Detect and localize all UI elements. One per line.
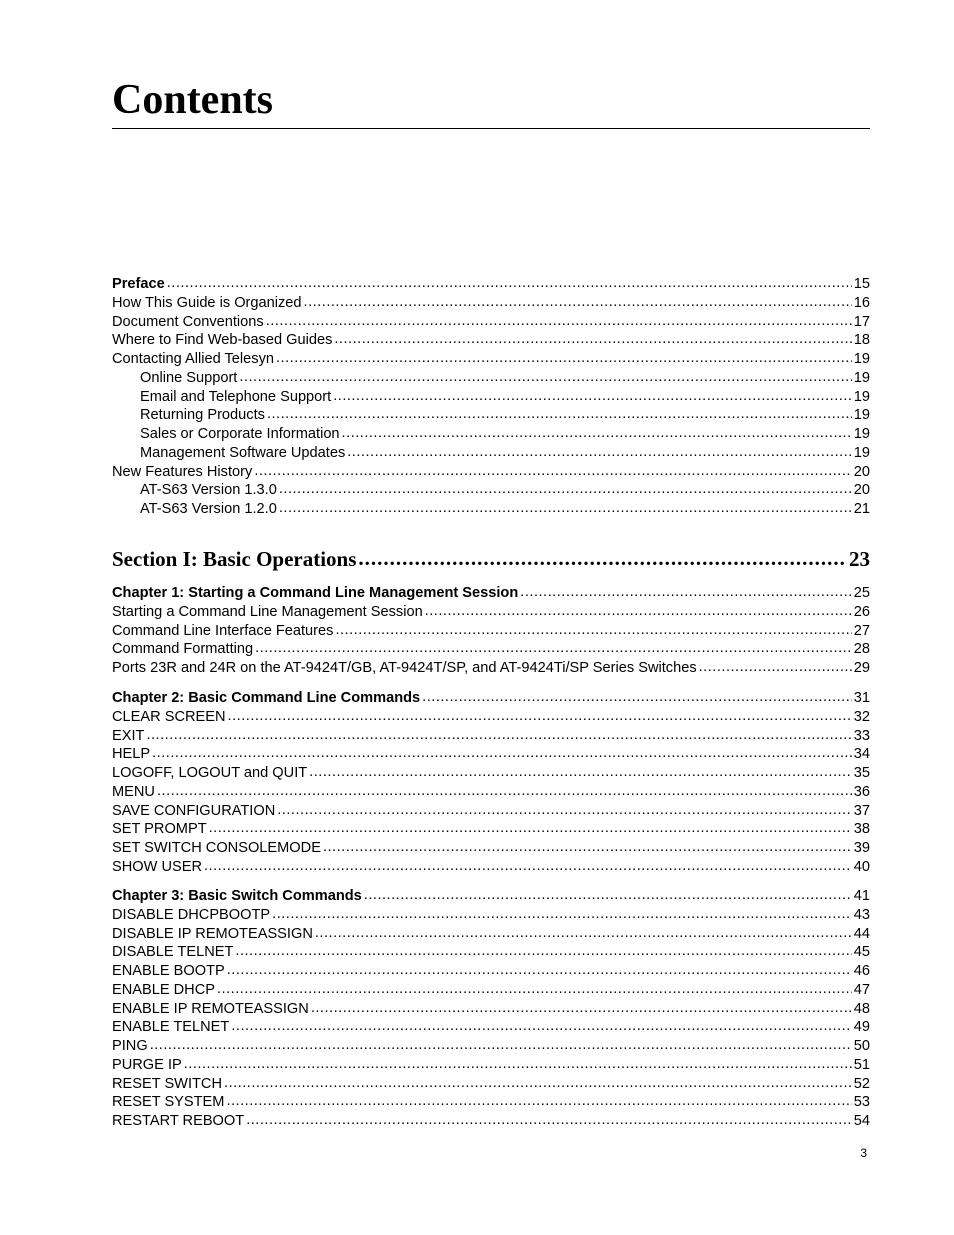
toc-entry-page: 19	[853, 388, 870, 405]
toc-entry[interactable]	[112, 943, 870, 962]
toc-entry[interactable]	[112, 858, 870, 877]
toc-entry-page: 50	[853, 1038, 870, 1054]
toc-entry-page: 48	[853, 1000, 870, 1017]
toc-entry[interactable]	[112, 981, 870, 1000]
toc-entry-page: 18	[853, 332, 870, 349]
toc-front-matter	[112, 275, 870, 519]
toc-entry[interactable]	[112, 294, 870, 313]
toc-entry[interactable]	[112, 727, 870, 746]
toc-entry[interactable]	[112, 839, 870, 858]
toc-entry-label: RESET SWITCH	[112, 1075, 223, 1092]
toc-entry-label: RESET SYSTEM	[112, 1094, 225, 1111]
toc-entry[interactable]	[112, 350, 870, 369]
toc-entry-page: 25	[853, 585, 870, 601]
toc-entry-page: 16	[853, 294, 870, 311]
toc-entry-page: 17	[853, 313, 870, 330]
toc-entry-page: 19	[853, 351, 870, 367]
toc-entry-page: 20	[853, 482, 870, 499]
toc-entry-label: Contacting Allied Telesyn	[112, 351, 274, 367]
toc-entry[interactable]	[112, 1056, 870, 1075]
toc-leader-dots	[358, 545, 847, 571]
toc-leader-dots	[520, 583, 851, 602]
toc-entry-label: AT-S63 Version 1.2.0	[140, 501, 277, 517]
toc-entry-page: 45	[853, 944, 870, 961]
toc-leader-dots	[150, 1036, 852, 1055]
toc-entry-label: SAVE CONFIGURATION	[112, 802, 276, 819]
toc-entry-label: SET SWITCH CONSOLEMODE	[112, 840, 321, 856]
toc-entry-page: 20	[853, 463, 870, 480]
toc-entry-label: SHOW USER	[112, 858, 202, 875]
toc-leader-dots	[266, 312, 852, 331]
toc-entry[interactable]	[112, 444, 870, 463]
toc-entry-page: 35	[853, 765, 870, 781]
toc-entry-label: ENABLE DHCP	[112, 981, 215, 998]
toc-entry-label: Document Conventions	[112, 313, 264, 330]
toc-entry-label: Management Software Updates	[140, 444, 346, 461]
toc-entry-page: 21	[853, 501, 870, 517]
toc-entry-page: 53	[853, 1094, 870, 1111]
toc-entry-page: 19	[853, 407, 870, 424]
toc-entry[interactable]	[112, 640, 870, 659]
toc-leader-dots	[347, 443, 852, 462]
toc-entry-label: ENABLE BOOTP	[112, 963, 225, 979]
toc-entry-page: 47	[853, 981, 870, 998]
toc-entry-page: 19	[853, 444, 870, 461]
toc-entry-page: 54	[853, 1113, 870, 1129]
toc-entry-label: How This Guide is Organized	[112, 294, 302, 311]
toc-heading-entry[interactable]	[112, 275, 870, 294]
toc-entry[interactable]	[112, 1000, 870, 1019]
toc-entry[interactable]	[112, 313, 870, 332]
toc-leader-dots	[167, 274, 852, 293]
toc-entry-page: 37	[853, 802, 870, 819]
toc-entry[interactable]	[112, 708, 870, 727]
toc-entry[interactable]	[112, 925, 870, 944]
toc-entry-label: HELP	[112, 746, 151, 763]
toc-entry-label: PURGE IP	[112, 1056, 182, 1073]
toc-leader-dots	[309, 763, 852, 782]
toc-entry[interactable]	[112, 906, 870, 925]
toc-entry-label: DISABLE IP REMOTEASSIGN	[112, 925, 313, 942]
toc-entry-page: 49	[853, 1019, 870, 1036]
toc-leader-dots	[157, 782, 852, 801]
toc-leader-dots	[425, 602, 852, 621]
toc-entry-label: Command Line Interface Features	[112, 622, 334, 639]
toc-entry[interactable]	[112, 962, 870, 981]
toc-entry-label: Command Formatting	[112, 641, 254, 658]
toc-entry-page: 19	[853, 369, 870, 386]
toc-entry-page: 27	[853, 622, 870, 639]
toc-leader-dots	[228, 707, 852, 726]
toc-leader-dots	[315, 924, 852, 943]
toc-leader-dots	[184, 1055, 852, 1074]
toc-leader-dots	[333, 387, 852, 406]
toc-entry-page: 32	[853, 708, 870, 725]
toc-entry-label: Chapter 1: Starting a Command Line Management Session	[112, 585, 519, 601]
toc-leader-dots	[272, 905, 852, 924]
toc-entry[interactable]	[112, 783, 870, 802]
page-number: 3	[860, 1146, 867, 1160]
toc-entry-page: 52	[853, 1075, 870, 1092]
toc-leader-dots	[364, 886, 852, 905]
toc-heading-entry[interactable]	[112, 887, 870, 906]
toc-leader-dots	[422, 688, 852, 707]
toc-entry-label: CLEAR SCREEN	[112, 708, 226, 725]
toc-leader-dots	[217, 980, 852, 999]
toc-heading-entry[interactable]	[112, 689, 870, 708]
toc-section-label: Section I: Basic Operations	[112, 547, 357, 571]
toc-leader-dots	[246, 1111, 852, 1130]
toc-leader-dots	[311, 999, 852, 1018]
toc-entry[interactable]	[112, 369, 870, 388]
toc-entry-label: Chapter 2: Basic Command Line Commands	[112, 690, 421, 706]
toc-entry-page: 46	[853, 963, 870, 979]
toc-entry-label: New Features History	[112, 463, 253, 480]
toc-entry[interactable]	[112, 659, 870, 678]
toc-entry-label: ENABLE IP REMOTEASSIGN	[112, 1000, 309, 1017]
toc-entry-page: 43	[853, 906, 870, 923]
toc-leader-dots	[699, 658, 852, 677]
toc-entry-page: 15	[853, 276, 870, 292]
toc-entry-label: Where to Find Web-based Guides	[112, 332, 333, 349]
title-rule	[112, 128, 870, 129]
toc-entry-page: 34	[853, 746, 870, 763]
toc-leader-dots	[224, 1074, 852, 1093]
toc-entry-label: DISABLE DHCPBOOTP	[112, 906, 271, 923]
toc-leader-dots	[304, 293, 852, 312]
toc-entry[interactable]	[112, 802, 870, 821]
toc-entry-label: EXIT	[112, 727, 145, 744]
toc-entry[interactable]	[112, 331, 870, 350]
toc-entry-label: MENU	[112, 783, 155, 800]
toc-leader-dots	[342, 424, 852, 443]
toc-entry-label: Chapter 3: Basic Switch Commands	[112, 888, 362, 904]
toc-entry-page: 28	[853, 641, 870, 658]
toc-leader-dots	[231, 1017, 851, 1036]
toc-entry-page: 40	[853, 858, 870, 875]
page-title: Contents	[112, 77, 274, 123]
toc-leader-dots	[235, 942, 851, 961]
toc-entry[interactable]	[112, 622, 870, 641]
toc-leader-dots	[255, 639, 852, 658]
toc-entry[interactable]	[112, 388, 870, 407]
toc-leader-dots	[276, 349, 852, 368]
toc-leader-dots	[146, 726, 851, 745]
toc-entry-page: 36	[853, 783, 870, 800]
toc-entry-page: 31	[853, 690, 870, 706]
toc-entry[interactable]	[112, 406, 870, 425]
toc-heading-entry[interactable]	[112, 584, 870, 603]
toc-leader-dots	[334, 330, 851, 349]
toc-entry-page: 44	[853, 925, 870, 942]
toc-entry-label: AT-S63 Version 1.3.0	[140, 482, 277, 499]
toc-section-entry[interactable]	[112, 546, 870, 572]
toc-entry-label: Returning Products	[140, 407, 265, 424]
toc-leader-dots	[254, 462, 851, 481]
toc-entry[interactable]	[112, 1037, 870, 1056]
toc-entry[interactable]	[112, 764, 870, 783]
toc-chapter-1	[112, 584, 870, 678]
toc-leader-dots	[152, 744, 852, 763]
toc-entry[interactable]	[112, 500, 870, 519]
toc-entry-page: 33	[853, 727, 870, 744]
toc-entry-label: Sales or Corporate Information	[140, 426, 340, 442]
toc-entry[interactable]	[112, 425, 870, 444]
toc-entry-label: ENABLE TELNET	[112, 1019, 230, 1036]
toc-leader-dots	[267, 405, 852, 424]
toc-entry-page: 38	[853, 821, 870, 838]
toc-entry-label: SET PROMPT	[112, 821, 207, 838]
toc-entry-label: DISABLE TELNET	[112, 944, 234, 961]
toc-leader-dots	[226, 1092, 851, 1111]
toc-leader-dots	[323, 838, 852, 857]
toc-section-page: 23	[849, 547, 870, 571]
toc-entry[interactable]	[112, 1018, 870, 1037]
toc-section-heading	[112, 546, 870, 572]
toc-entry[interactable]	[112, 745, 870, 764]
toc-entry[interactable]	[112, 1075, 870, 1094]
toc-chapter-2	[112, 689, 870, 877]
toc-leader-dots	[227, 961, 852, 980]
toc-leader-dots	[239, 368, 851, 387]
toc-entry-page: 29	[853, 660, 870, 676]
toc-entry-page: 19	[853, 426, 870, 442]
toc-entry[interactable]	[112, 463, 870, 482]
toc-entry-label: Online Support	[140, 369, 238, 386]
toc-entry[interactable]	[112, 603, 870, 622]
toc-entry-page: 51	[853, 1056, 870, 1073]
toc-leader-dots	[209, 819, 852, 838]
toc-entry-label: PING	[112, 1038, 148, 1054]
toc-leader-dots	[279, 499, 852, 518]
toc-leader-dots	[204, 857, 852, 876]
toc-entry-label: Preface	[112, 276, 165, 292]
toc-entry-label: Ports 23R and 24R on the AT-9424T/GB, AT-9424T/SP, and AT-9424Ti/SP Series Switches	[112, 660, 697, 676]
toc-leader-dots	[335, 621, 851, 640]
toc-entry[interactable]	[112, 481, 870, 500]
toc-leader-dots	[277, 801, 852, 820]
toc-entry-page: 39	[853, 840, 870, 856]
toc-entry[interactable]	[112, 1093, 870, 1112]
toc-entry[interactable]	[112, 820, 870, 839]
toc-entry-page: 41	[853, 888, 870, 904]
toc-entry-label: Starting a Command Line Management Session	[112, 603, 423, 620]
toc-entry-label: RESTART REBOOT	[112, 1113, 245, 1129]
toc-entry-label: LOGOFF, LOGOUT and QUIT	[112, 765, 308, 781]
toc-chapter-3	[112, 887, 870, 1131]
toc-entry-page: 26	[853, 603, 870, 620]
toc-entry[interactable]	[112, 1112, 870, 1131]
toc-entry-label: Email and Telephone Support	[140, 388, 332, 405]
toc-leader-dots	[279, 480, 852, 499]
